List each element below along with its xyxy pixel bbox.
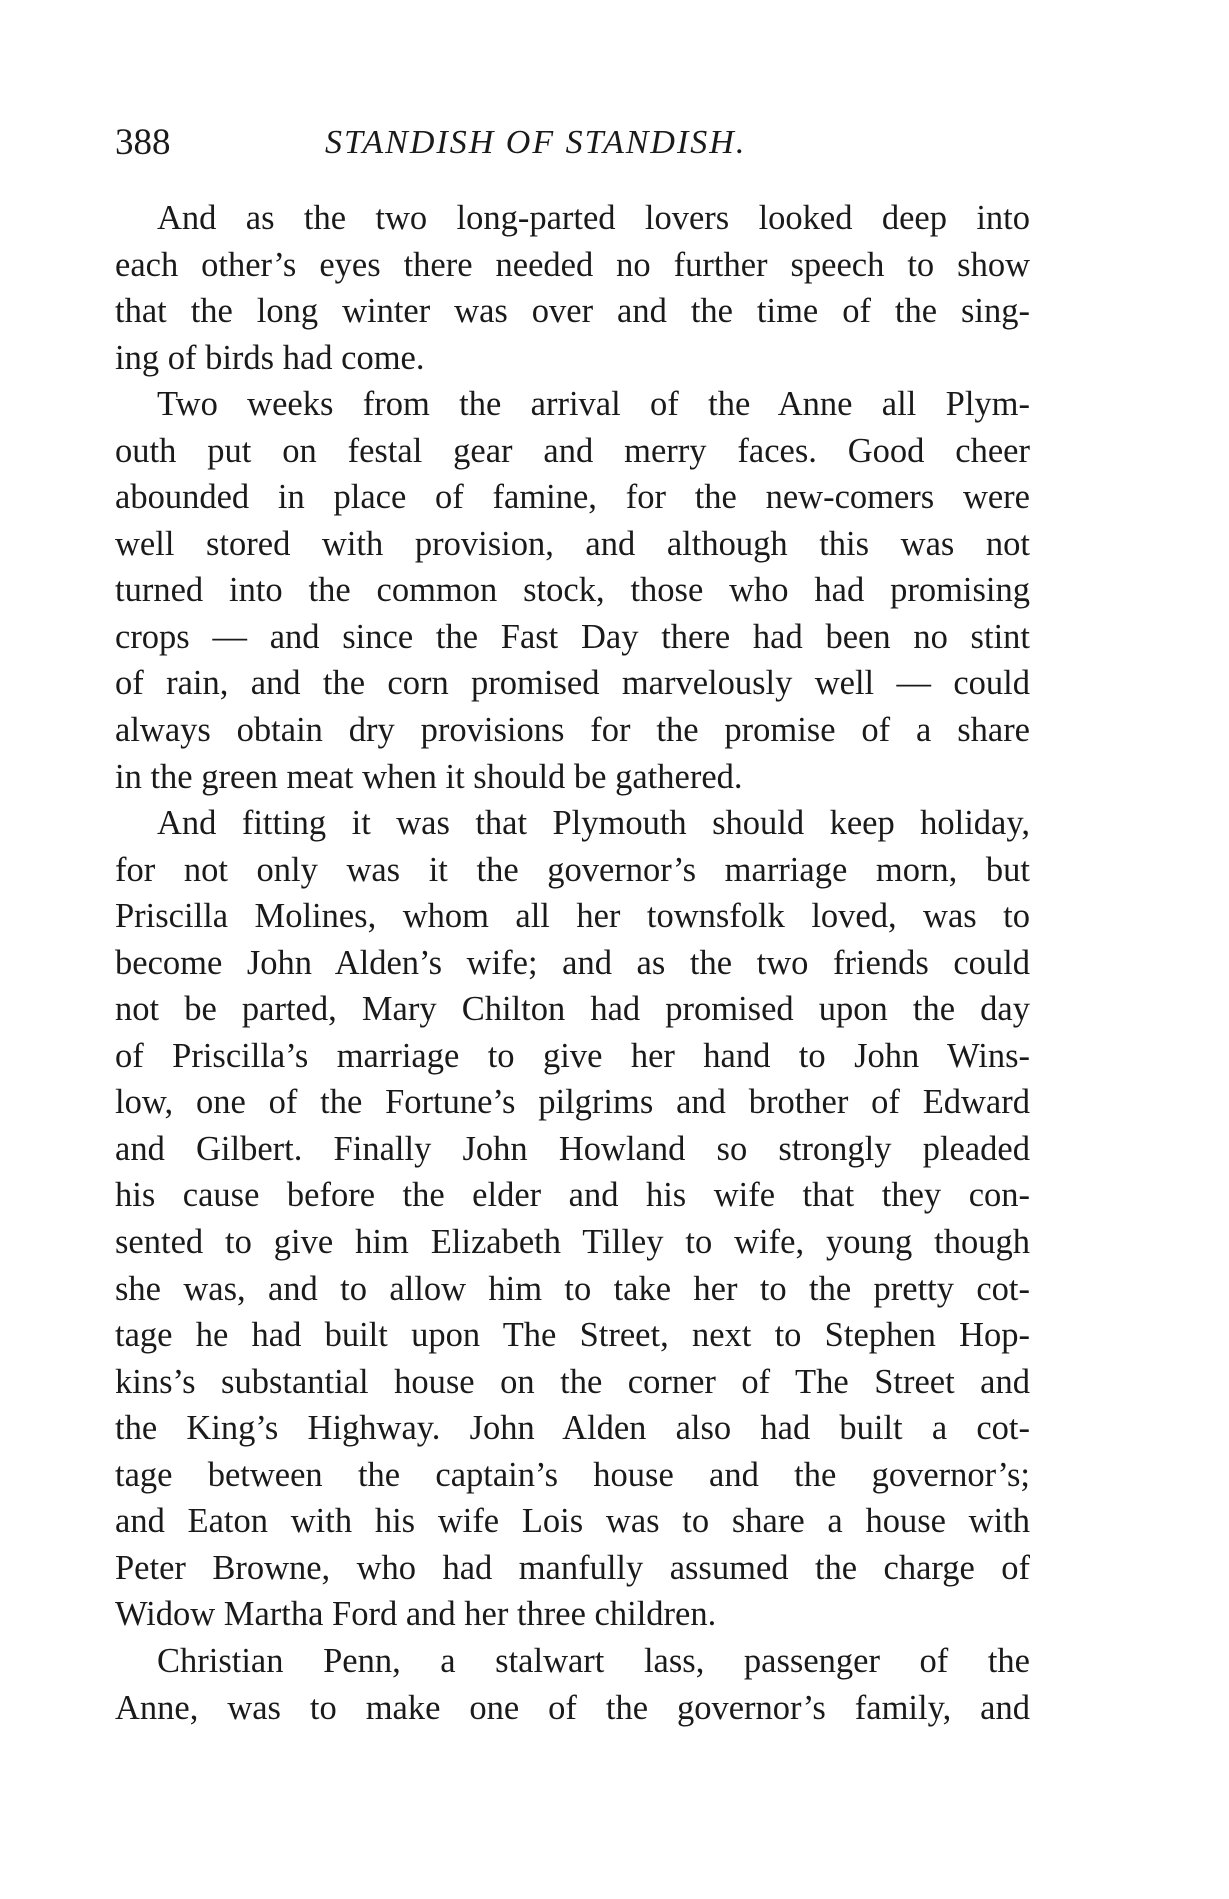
text-line: Two weeks from the arrival of the Anne all Plym-	[157, 385, 1030, 424]
text-line: that the long winter was over and the time of the sing-	[115, 292, 1030, 331]
text-line: she was, and to allow him to take her to the pretty cot-	[115, 1269, 1030, 1308]
text-line: Peter Browne, who had manfully assumed the charge of	[115, 1548, 1030, 1587]
running-title: STANDISH OF STANDISH.	[325, 124, 747, 161]
text-line: Anne, was to make one of the governor’s family, and	[115, 1688, 1030, 1727]
running-head	[115, 118, 1030, 168]
text-line: And as the two long-parted lovers looked deep into	[157, 199, 1030, 237]
text-line: not be parted, Mary Chilton had promised upon the day	[115, 990, 1030, 1029]
page-number: 388	[115, 122, 171, 163]
text-line: crops — and since the Fast Day there had been no stint	[115, 617, 1030, 656]
text-line: his cause before the elder and his wife that they con-	[115, 1176, 1030, 1215]
text-line: abounded in place of famine, for the new-comers were	[115, 478, 1030, 517]
text-line: tage between the captain’s house and the governor’s;	[115, 1455, 1030, 1494]
text-line: low, one of the Fortune’s pilgrims and brother of Edward	[115, 1083, 1030, 1122]
text-line: of Priscilla’s marriage to give her hand to John Wins-	[115, 1036, 1030, 1075]
text-line: ing of birds had come.	[115, 338, 425, 377]
text-line: of rain, and the corn promised marvelously well — could	[115, 664, 1030, 703]
text-line: Priscilla Molines, whom all her townsfolk loved, was to	[115, 897, 1030, 936]
text-line: and Gilbert. Finally John Howland so strongly pleaded	[115, 1129, 1030, 1168]
text-line: and Eaton with his wife Lois was to share a house with	[115, 1502, 1030, 1541]
text-line: turned into the common stock, those who had promising	[115, 571, 1030, 610]
text-line: kins’s substantial house on the corner of The Street and	[115, 1362, 1030, 1401]
text-line: each other’s eyes there needed no further speech to show	[115, 245, 1030, 284]
text-line: Widow Martha Ford and her three children.	[115, 1595, 717, 1634]
text-line: sented to give him Elizabeth Tilley to wife, young though	[115, 1223, 1030, 1262]
text-line: become John Alden’s wife; and as the two friends could	[115, 943, 1030, 982]
body-text	[115, 195, 1030, 1731]
text-line: the King’s Highway. John Alden also had built a cot-	[115, 1409, 1030, 1448]
text-line: well stored with provision, and although this was not	[115, 524, 1030, 563]
text-line: Christian Penn, a stalwart lass, passenger of the	[157, 1641, 1030, 1680]
text-line: tage he had built upon The Street, next to Stephen Hop-	[115, 1316, 1030, 1355]
text-line: outh put on festal gear and merry faces. Good cheer	[115, 431, 1030, 470]
text-line: in the green meat when it should be gathered.	[115, 757, 743, 796]
text-line: And fitting it was that Plymouth should keep holiday,	[157, 804, 1030, 843]
text-line: always obtain dry provisions for the promise of a share	[115, 711, 1030, 750]
text-line: for not only was it the governor’s marriage morn, but	[115, 850, 1030, 889]
